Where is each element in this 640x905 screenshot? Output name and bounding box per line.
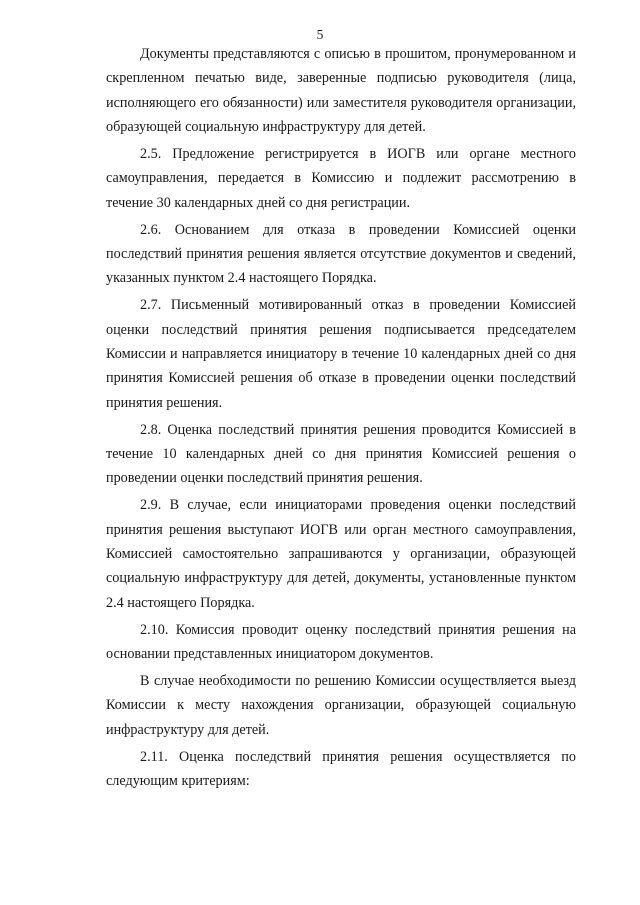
document-body: [106, 42, 576, 793]
paragraph-2-8: 2.8. Оценка последствий принятия решения проводится Комиссией в течение 10 календарных дней со дня принятия Комиссией решения о проведении оценки последствий принятия решения.: [106, 421, 576, 487]
paragraph-site-visit: В случае необходимости по решению Комиссии осуществляется выезд Комиссии к месту нахождения организации, образующей социальную инфраструктуру для детей.: [106, 673, 576, 738]
paragraph-2-7: 2.7. Письменный мотивированный отказ в проведении Комиссией оценки последствий принятия решения подписывается председателем Комиссии и направляется инициатору в течение 10 календарных дней со дня принятия Комиссией решения об отказе в проведении оценки последствий принятия решения.: [106, 297, 576, 411]
paragraph-documents: Документы представляются с описью в прошитом, пронумерованном и скрепленном печатью виде, заверенные подписью руководителя (лица, исполняющего его обязанности) или заместителя руководителя организации, образующей социальную инфраструктуру для детей.: [106, 46, 576, 135]
paragraph-2-9: 2.9. В случае, если инициаторами проведения оценки последствий принятия решения выступают ИОГВ или орган местного самоуправления, Комиссией самостоятельно запрашиваются у организации, образующей социальную инфраструктуру для детей, документы, установленные пунктом 2.4 настоящего Порядка.: [106, 497, 576, 611]
page-number: 5: [316, 27, 324, 42]
paragraph-2-6: 2.6. Основанием для отказа в проведении Комиссией оценки последствий принятия решения является отсутствие документов и сведений, указанных пунктом 2.4 настоящего Порядка.: [106, 221, 576, 287]
paragraph-2-11: 2.11. Оценка последствий принятия решения осуществляется по следующим критериям:: [106, 748, 576, 789]
paragraph-2-10: 2.10. Комиссия проводит оценку последствий принятия решения на основании представленных инициатором документов.: [106, 621, 576, 662]
paragraph-2-5: 2.5. Предложение регистрируется в ИОГВ или органе местного самоуправления, передается в Комиссию и подлежит рассмотрению в течение 30 календарных дней со дня регистрации.: [106, 145, 576, 211]
